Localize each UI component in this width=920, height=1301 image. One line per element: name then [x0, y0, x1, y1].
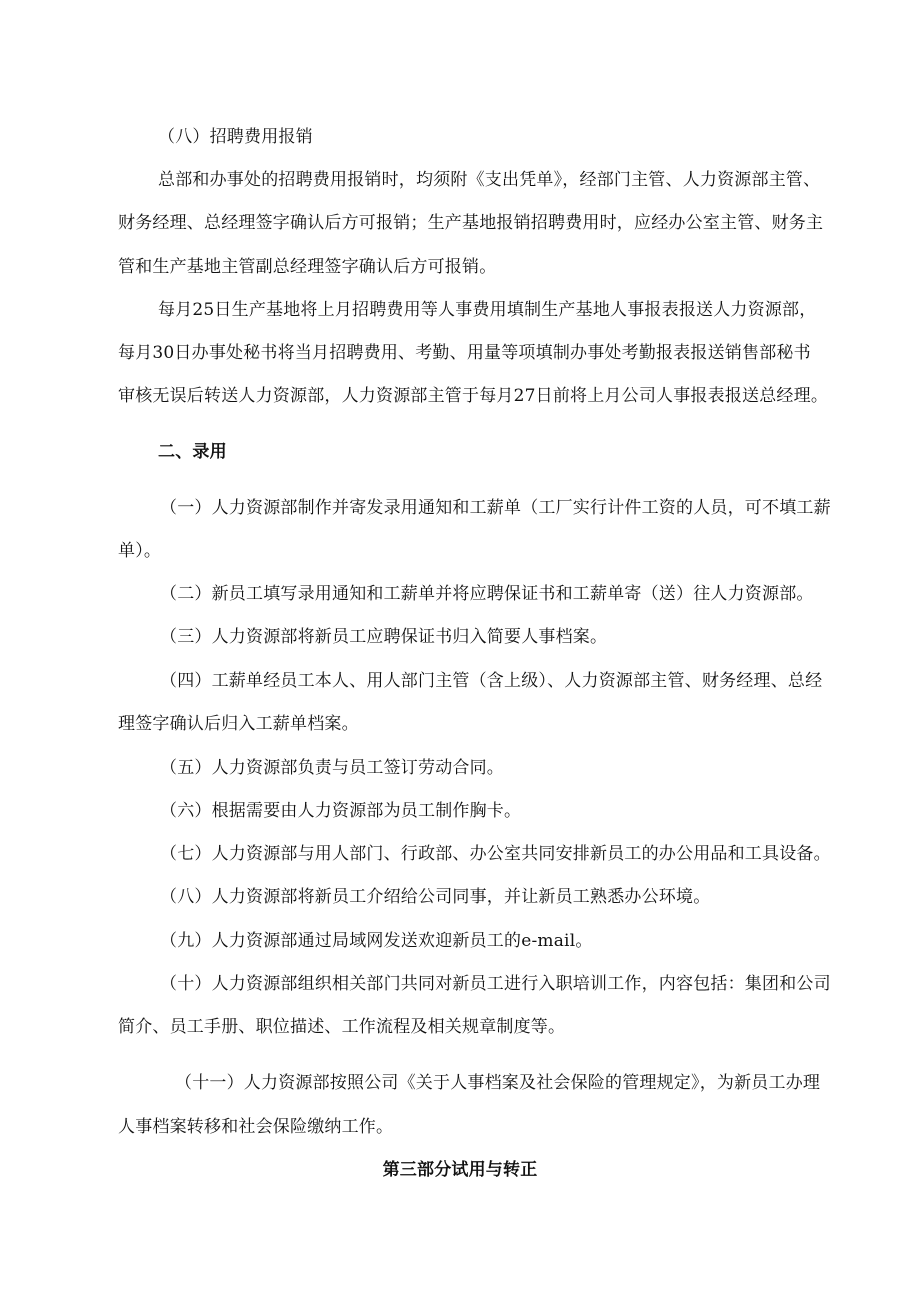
list-item-continuation: 简介、员工手册、职位描述、工作流程及相关规章制度等。 [118, 1017, 566, 1037]
list-item: （六）根据需要由人力资源部为员工制作胸卡。 [160, 801, 522, 821]
list-item: （十）人力资源部组织相关部门共同对新员工进行入职培训工作，内容包括：集团和公司 [160, 974, 831, 994]
paragraph-line: 财务经理、总经理签字确认后方可报销；生产基地报销招聘费用时，应经办公室主管、财务主 [118, 213, 824, 233]
list-item: （八）人力资源部将新员工介绍给公司同事，并让新员工熟悉办公环境。 [160, 887, 711, 907]
list-item: （七）人力资源部与用人部门、行政部、办公室共同安排新员工的办公用品和工具设备。 [160, 844, 831, 864]
list-item: （二）新员工填写录用通知和工薪单并将应聘保证书和工薪单寄（送）往人力资源部。 [160, 584, 814, 604]
section-heading-hiring: 二、录用 [158, 442, 227, 462]
paragraph-line: 总部和办事处的招聘费用报销时，均须附《支出凭单》，经部门主管、人力资源部主管、 [158, 170, 821, 190]
list-item-continuation: 单）。 [118, 541, 162, 561]
list-item-continuation: 理签字确认后归入工薪单档案。 [118, 714, 359, 734]
list-item-continuation: 人事档案转移和社会保险缴纳工作。 [118, 1117, 394, 1137]
list-item: （九）人力资源部通过局域网发送欢迎新员工的e-mail。 [160, 931, 593, 951]
list-item: （一）人力资源部制作并寄发录用通知和工薪单（工厂实行计件工资的人员，可不填工薪 [160, 498, 831, 518]
subsection-heading-recruit-reimburse: （八）招聘费用报销 [158, 127, 313, 147]
list-item: （十一）人力资源部按照公司《关于人事档案及社会保险的管理规定》，为新员工办理 [175, 1073, 821, 1093]
paragraph-line: 每月25日生产基地将上月招聘费用等人事费用填制生产基地人事报表报送人力资源部， [158, 300, 817, 320]
paragraph-line: 审核无误后转送人力资源部，人力资源部主管于每月27日前将上月公司人事报表报送总经理。 [118, 386, 829, 406]
paragraph-line: 管和生产基地主管副总经理签字确认后方可报销。 [118, 257, 497, 277]
list-item: （四）工薪单经员工本人、用人部门主管（含上级）、人力资源部主管、财务经理、总经 [160, 671, 823, 691]
list-item: （三）人力资源部将新员工应聘保证书归入简要人事档案。 [160, 627, 608, 647]
part-title: 第三部分试用与转正 [382, 1160, 538, 1180]
list-item: （五）人力资源部负责与员工签订劳动合同。 [160, 758, 504, 778]
paragraph-line: 每月30日办事处秘书将当月招聘费用、考勤、用量等项填制办事处考勤报表报送销售部秘书 [118, 343, 811, 363]
